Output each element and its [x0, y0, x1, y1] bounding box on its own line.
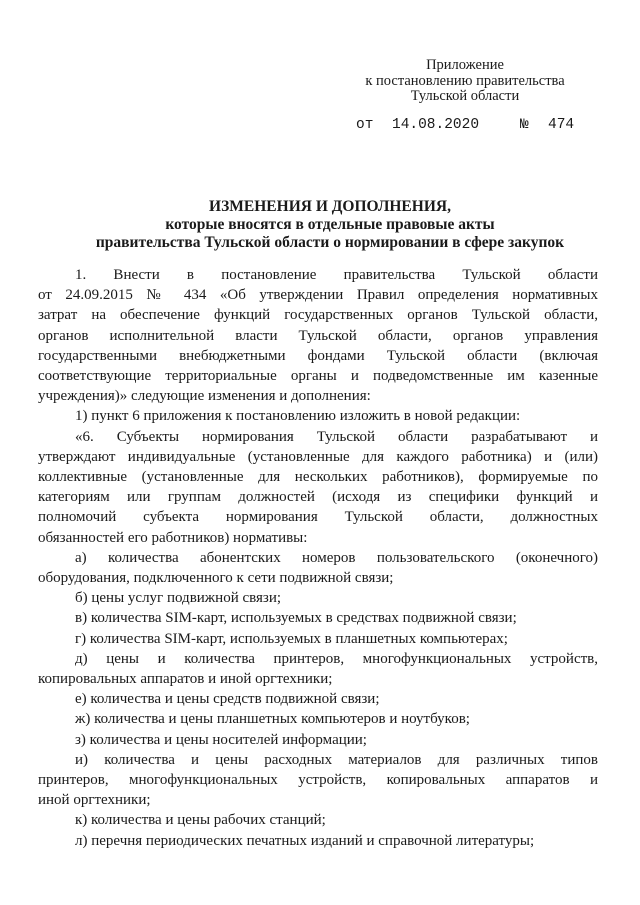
list-item-a [38, 548, 598, 588]
doc-date: 14.08.2020 [392, 117, 480, 133]
document-body [38, 265, 598, 851]
list-item-k: к) количества и цены рабочих станций; [75, 812, 326, 829]
list-item-z: з) количества и цены носителей информации; [75, 731, 367, 748]
text-line: коллективные (установленные для нескольких работников), формируемые по [38, 469, 598, 486]
document-subtitle-1: которые вносятся в отдельные правовые акты [165, 216, 495, 233]
text-line: утверждают индивидуальные (установленные для каждого работника) и (или) [38, 448, 598, 465]
text-line: категориям или группам должностей (исходя из специфики функций и [38, 489, 598, 506]
appendix-header [340, 58, 590, 105]
text-line: затрат на обеспечение функций государственных органов Тульской области, [38, 307, 598, 324]
text-line: «6. Субъекты нормирования Тульской области разрабатывают и [75, 428, 598, 445]
paragraph-1 [38, 265, 598, 406]
text-line: оборудования, подключенного к сети подвижной связи; [38, 570, 394, 587]
doc-number-label: № [520, 117, 529, 133]
list-item-zh: ж) количества и цены планшетных компьютеров и ноутбуков; [75, 711, 470, 728]
text-line: д) цены и количества принтеров, многофункциональных устройств, [75, 650, 598, 667]
list-item-e: е) количества и цены средств подвижной связи; [75, 691, 380, 708]
document-subtitle-2: правительства Тульской области о нормировании в сфере закупок [95, 234, 565, 251]
text-line: учреждения)» следующие изменения и дополнения: [38, 388, 371, 405]
text-line: и) количества и цены расходных материалов для различных типов [75, 751, 598, 768]
appendix-region: Тульской области [410, 88, 520, 104]
appendix-resolution: к постановлению правительства [365, 72, 565, 89]
text-line: от 24.09.2015 № 434 «Об утверждении Правил определения нормативных [38, 287, 598, 304]
list-item-d [38, 649, 598, 689]
text-line: 1. Внести в постановление правительства Тульской области [75, 267, 598, 283]
list-item-g: г) количества SIM-карт, используемых в планшетных компьютерах; [75, 630, 508, 647]
text-line: полномочий субъекта нормирования Тульской области, должностных [38, 509, 598, 526]
list-item-l: л) перечня периодических печатных изданий и справочной литературы; [75, 832, 535, 849]
text-line: органов исполнительной власти Тульской области, органов управления [38, 327, 598, 344]
list-item-v: в) количества SIM-карт, используемых в средствах подвижной связи; [75, 610, 517, 627]
list-item-i [38, 750, 598, 811]
document-title: ИЗМЕНЕНИЯ И ДОПОЛНЕНИЯ, [209, 198, 451, 215]
doc-from-label: от [356, 117, 374, 133]
text-line: а) количества абонентских номеров пользовательского (оконечного) [75, 549, 598, 566]
text-line: копировальных аппаратов и иной оргтехники; [38, 671, 333, 688]
text-line: обязанностей его работников) нормативы: [38, 529, 308, 546]
list-item-b: б) цены услуг подвижной связи; [75, 590, 282, 607]
doc-number: 474 [548, 117, 575, 133]
appendix-label: Приложение [426, 57, 504, 73]
paragraph-2: 1) пункт 6 приложения к постановлению изложить в новой редакции: [75, 408, 521, 425]
text-line: государственными внебюджетными фондами Тульской области (включая [38, 347, 598, 364]
paragraph-3 [38, 427, 598, 548]
text-line: соответствующие территориальные органы и подведомственные им казенные [38, 368, 598, 385]
text-line: иной оргтехники; [38, 792, 151, 809]
text-line: принтеров, многофункциональных устройств, копировальных аппаратов и [38, 772, 598, 789]
